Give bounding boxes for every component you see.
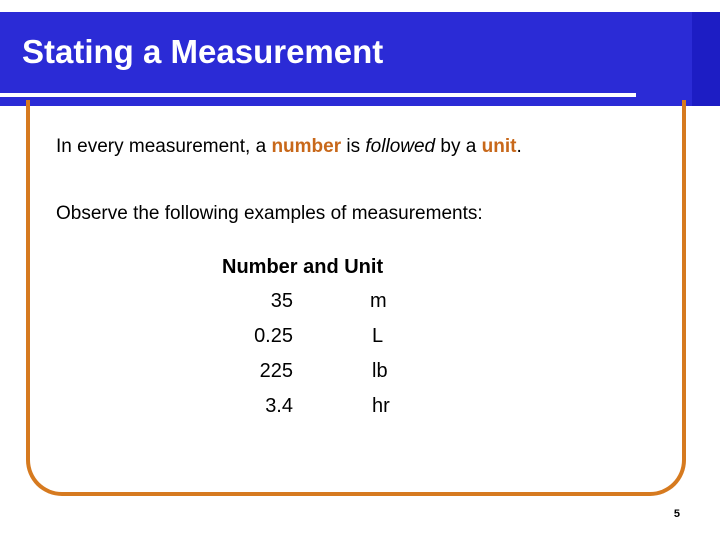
row-number: 3.4 — [265, 395, 293, 417]
title-bar-shade — [692, 12, 720, 106]
content-frame — [26, 100, 686, 496]
intro-prefix: In every measurement, a — [56, 136, 272, 157]
row-number: 35 — [270, 290, 293, 312]
intro-sentence — [56, 136, 522, 158]
row-unit: lb — [372, 360, 388, 382]
row-unit: L — [372, 325, 384, 347]
unit-keyword: unit — [481, 136, 517, 157]
slide-title: Stating a Measurement — [22, 33, 384, 70]
row-number: 0.25 — [254, 325, 293, 347]
row-unit: hr — [372, 395, 390, 417]
intro-mid2: by a — [435, 136, 482, 157]
followed-keyword: followed — [365, 136, 436, 157]
row-number: 225 — [259, 360, 293, 382]
table-header: Number and Unit — [222, 256, 384, 278]
page-number: 5 — [673, 508, 680, 520]
number-keyword: number — [271, 136, 342, 157]
intro-mid1: is — [341, 136, 366, 157]
row-unit: m — [370, 290, 387, 312]
intro-suffix: . — [516, 136, 522, 157]
title-underline — [0, 93, 636, 97]
examples-sentence: Observe the following examples of measurements: — [56, 203, 483, 224]
